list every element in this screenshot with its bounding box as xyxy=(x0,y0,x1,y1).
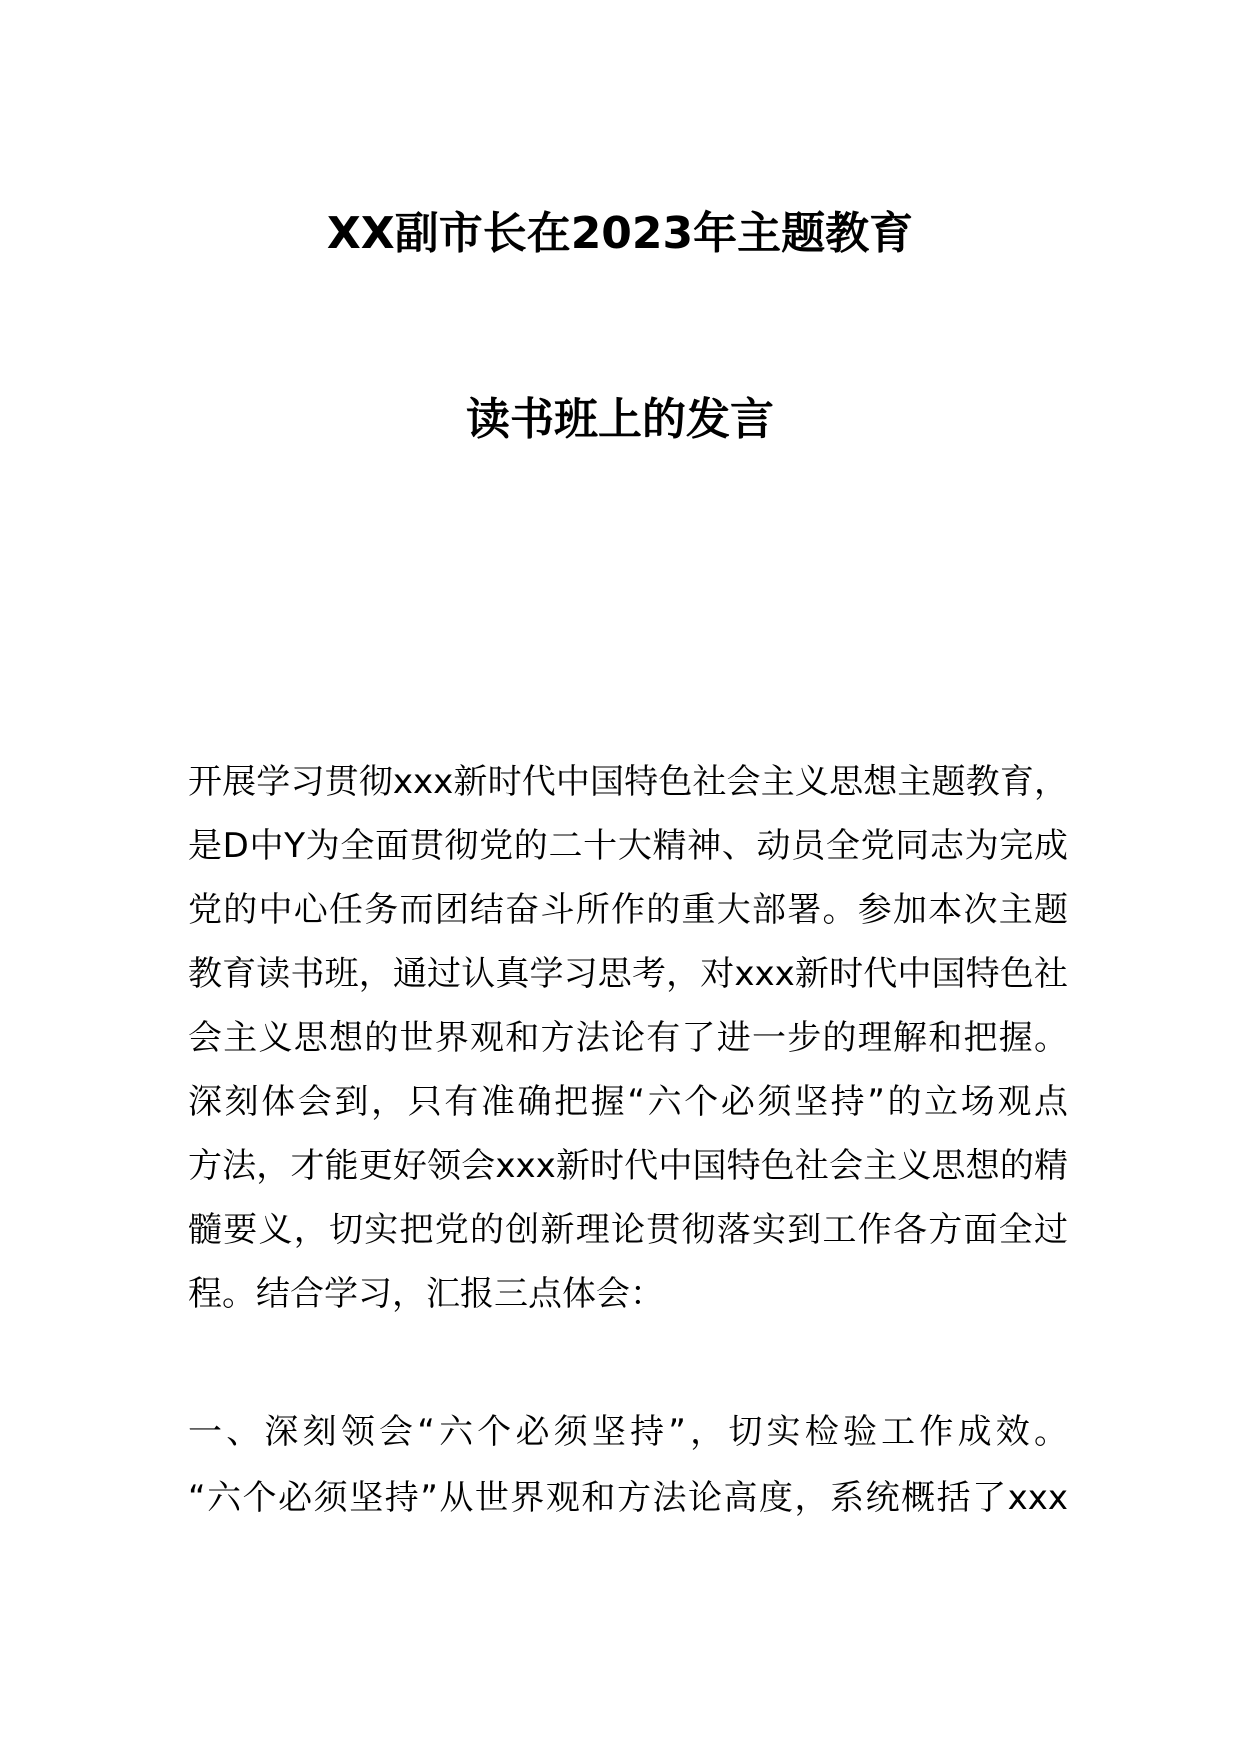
paragraph-1-line: 方法，才能更好领会xxx新时代中国特色社会主义思想的精 xyxy=(188,1146,1068,1186)
paragraph-1-line: 程。结合学习，汇报三点体会： xyxy=(188,1274,664,1314)
paragraph-1-line: 髓要义，切实把党的创新理论贯彻落实到工作各方面全过 xyxy=(188,1210,1068,1250)
paragraph-2-line: “六个必须坚持”从世界观和方法论高度，系统概括了xxx xyxy=(188,1478,1068,1518)
paragraph-1-line: 教育读书班，通过认真学习思考，对xxx新时代中国特色社 xyxy=(188,954,1068,994)
paragraph-1-line: 深刻体会到，只有准确把握“六个必须坚持”的立场观点 xyxy=(188,1082,1068,1122)
document-title-line-1: XX副市长在2023年主题教育 xyxy=(326,208,914,259)
paragraph-1-line: 会主义思想的世界观和方法论有了进一步的理解和把握。 xyxy=(188,1018,1068,1058)
paragraph-1-line: 党的中心任务而团结奋斗所作的重大部署。参加本次主题 xyxy=(188,890,1068,930)
paragraph-1-line: 开展学习贯彻xxx新时代中国特色社会主义思想主题教育， xyxy=(188,762,1068,802)
paragraph-1-line: 是D中Y为全面贯彻党的二十大精神、动员全党同志为完成 xyxy=(188,826,1068,866)
document-title-line-2: 读书班上的发言 xyxy=(466,394,774,445)
section-1-heading: 一、深刻领会“六个必须坚持”，切实检验工作成效。 xyxy=(188,1412,1068,1452)
